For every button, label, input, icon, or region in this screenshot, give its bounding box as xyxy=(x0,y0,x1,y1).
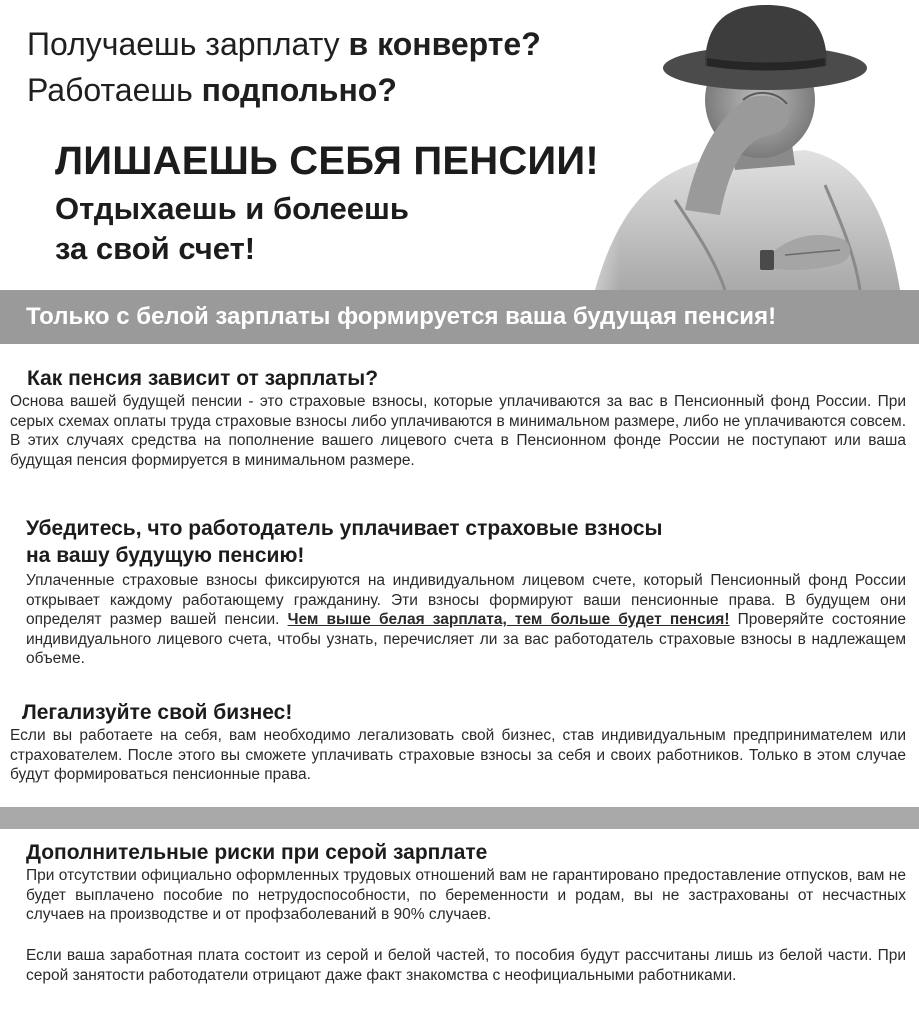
section-title-check-employer-line1: Убедитесь, что работодатель уплачивает страховые взносы xyxy=(26,517,663,540)
question-salary-envelope-emphasis: в конверте? xyxy=(348,26,541,62)
section-title-legalize-business: Легализуйте свой бизнес! xyxy=(22,701,293,724)
subline-rest-and-sick: Отдыхаешь и болеешь xyxy=(55,191,409,226)
section-title-additional-risks: Дополнительные риски при серой зарплате xyxy=(26,841,488,864)
emphasis-higher-salary-higher-pension: Чем выше белая зарплата, тем больше будет пенсия! xyxy=(287,611,730,629)
question-work-underground: Работаешь подпольно? xyxy=(27,72,397,108)
headline-losing-pension: ЛИШАЕШЬ СЕБЯ ПЕНСИИ! xyxy=(55,139,599,183)
poster-header xyxy=(0,0,919,290)
section-text-additional-risks-1: При отсутствии официально оформленных трудовых отношений вам не гарантировано предоставление отпусков, вам не будет выплачено пособие по нетрудоспособности, по беременности и родам, вы не застрахованы от несчастных случаев на производстве и от профзаболеваний в 90% случаев. xyxy=(26,867,906,924)
worried-man-in-hat-photo xyxy=(555,0,919,290)
white-salary-banner xyxy=(0,290,919,344)
question-salary-envelope: Получаешь зарплату в конверте? xyxy=(27,26,541,62)
section-text-pension-depends: Основа вашей будущей пенсии - это страховые взносы, которые уплачиваются за вас в Пенсионный фонд России. При серых схемах оплаты труда страховые взносы либо уплачиваются в минимальном размере, либо не уплачиваются совсем. В этих случаях средства на пополнение вашего лицевого счета в Пенсионном фонде России не поступают или ваша будущая пенсия формируется в минимальном размере. xyxy=(10,393,906,469)
man-photo-illustration xyxy=(555,0,919,290)
section-title-check-employer-line2: на вашу будущую пенсию! xyxy=(26,544,305,567)
section-text-legalize-business: Если вы работаете на себя, вам необходимо легализовать свой бизнес, став индивидуальным предпринимателем или страхователем. После этого вы сможете уплачивать страховые взносы за себя и своих работников. Только в этом случае будут формироваться пенсионные права. xyxy=(10,727,906,784)
gray-divider-band xyxy=(0,807,919,829)
subline-own-expense: за свой счет! xyxy=(55,231,256,266)
section-text-check-employer: Уплаченные страховые взносы фиксируются на индивидуальном лицевом счете, который Пенсионный фонд России открывает каждому работающему гражданину. Эти взносы формируют ваши пенсионные права. В будущем они определят размер вашей пенсии. Чем выше белая зарплата, тем больше будет пенсия! Проверяйте состояние индивидуального лицевого счета, чтобы узнать, перечисляет ли за вас работодатель страховые взносы в надлежащем объеме. xyxy=(26,572,906,668)
section-text-additional-risks-2: Если ваша заработная плата состоит из серой и белой частей, то пособия будут рассчитаны лишь из белой части. При серой занятости работодатели отрицают даже факт знакомства с неофициальными работниками. xyxy=(26,947,906,984)
section-title-pension-depends: Как пенсия зависит от зарплаты? xyxy=(27,367,379,390)
banner-text: Только с белой зарплаты формируется ваша будущая пенсия! xyxy=(26,303,777,330)
question-work-underground-emphasis: подпольно? xyxy=(201,72,397,108)
